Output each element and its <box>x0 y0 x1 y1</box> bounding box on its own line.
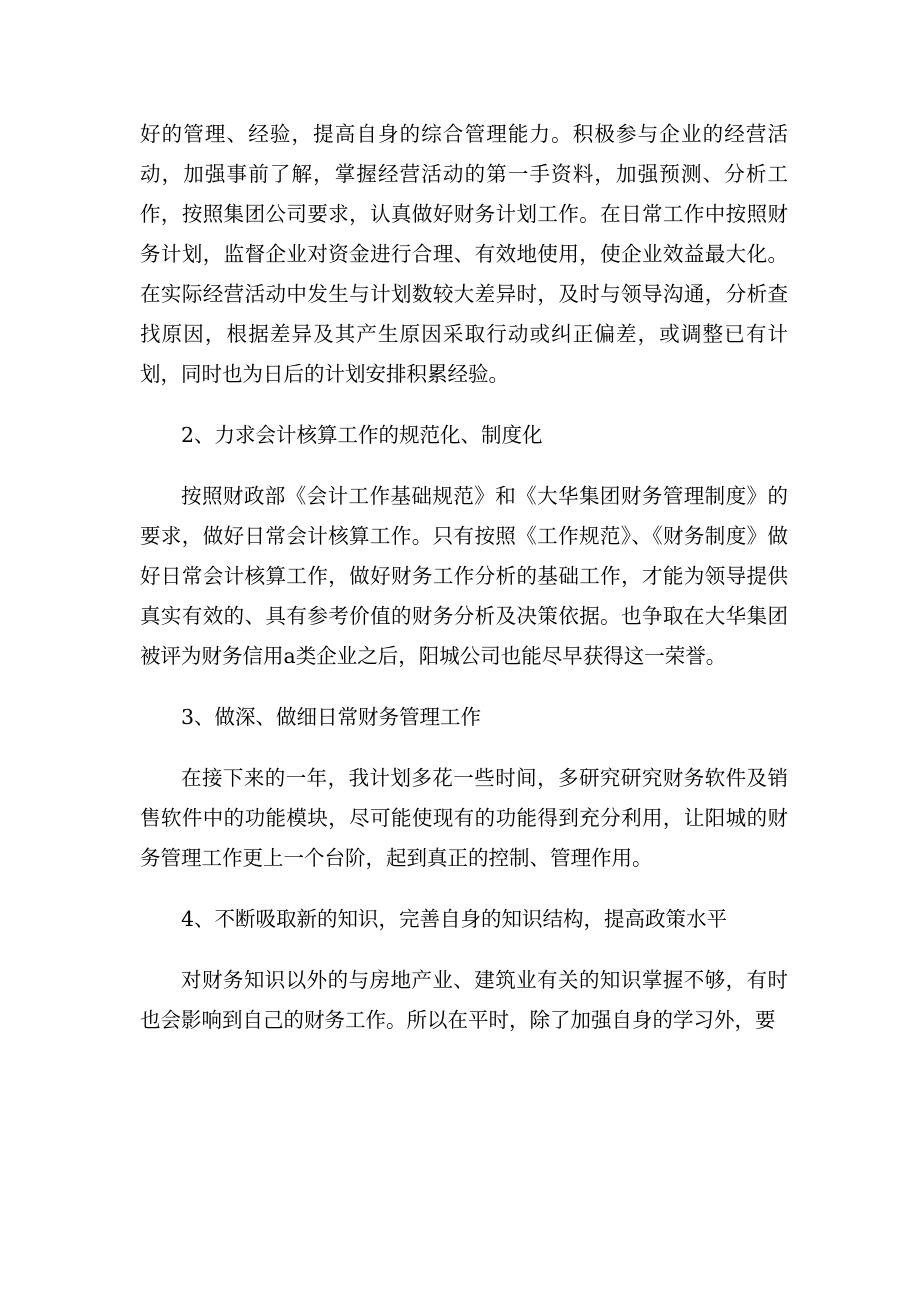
paragraph-continued: 好的管理、经验，提高自身的综合管理能力。积极参与企业的经营活动，加强事前了解，掌握经营活动的第一手资料，加强预测、分析工作，按照集团公司要求，认真做好财务计划工作。在日常工作中按照财务计划，监督企业对资金进行合理、有效地使用，使企业效益最大化。在实际经营活动中发生与计划数较大差异时，及时与领导沟通，分析查找原因，根据差异及其产生原因采取行动或纠正偏差，或调整已有计划，同时也为日后的计划安排积累经验。 <box>140 122 788 386</box>
paragraph-accounting: 按照财政部《会计工作基础规范》和《大华集团财务管理制度》的要求，做好日常会计核算工作。只有按照《工作规范》、《财务制度》做好日常会计核算工作，做好财务工作分析的基础工作，才能为领导提供真实有效的、具有参考价值的财务分析及决策依据。也争取在大华集团被评为财务信用a类企业之后，阳城公司也能尽早获得这一荣誉。 <box>140 484 788 668</box>
section-heading-4: 4、不断吸取新的知识，完善自身的知识结构，提高政策水平 <box>181 907 728 931</box>
section-heading-3: 3、做深、做细日常财务管理工作 <box>181 705 482 729</box>
section-heading-2: 2、力求会计核算工作的规范化、制度化 <box>181 423 543 447</box>
paragraph-knowledge: 对财务知识以外的与房地产业、建筑业有关的知识掌握不够，有时也会影响到自己的财务工作。所以在平时，除了加强自身的学习外，要 <box>140 968 788 1032</box>
document-body <box>140 114 788 1040</box>
paragraph-software: 在接下来的一年，我计划多花一些时间，多研究研究财务软件及销售软件中的功能模块，尽可能使现有的功能得到充分利用，让阳城的财务管理工作更上一个台阶，起到真正的控制、管理作用。 <box>140 766 788 870</box>
